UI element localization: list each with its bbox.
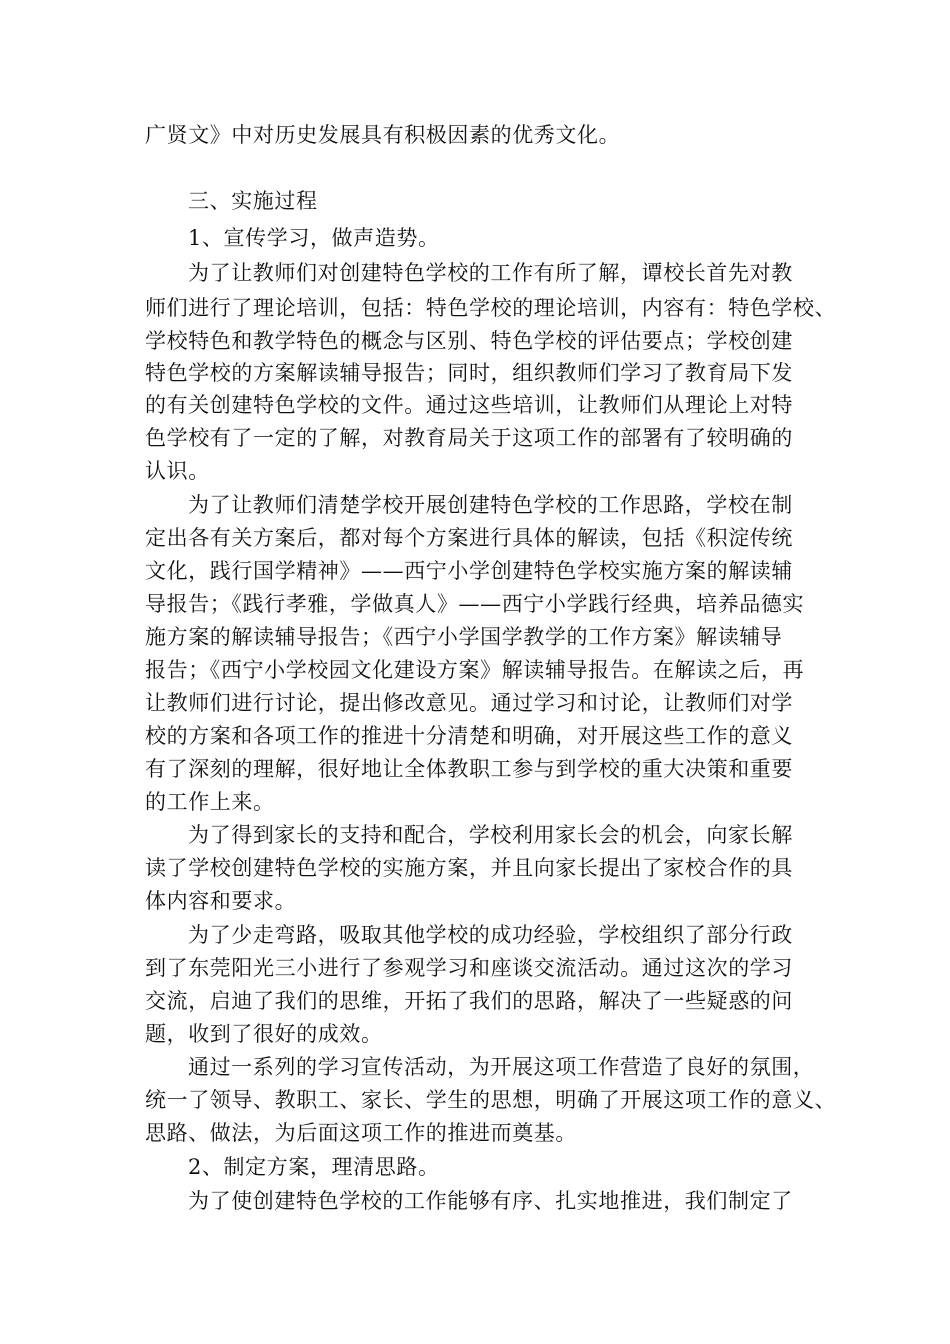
paragraph-line: 题，收到了很好的成效。: [145, 1022, 383, 1046]
paragraph-line: 通过一系列的学习宣传活动，为开展这项工作营造了良好的氛围，: [188, 1055, 815, 1079]
paragraph-line: 施方案的解读辅导报告；《西宁小学国学教学的工作方案》解读辅导: [145, 625, 783, 649]
paragraph-line: 为了让教师们对创建特色学校的工作有所了解，谭校长首先对教: [188, 261, 793, 285]
paragraph-line: 色学校有了一定的了解，对教育局关于这项工作的部署有了较明确的: [145, 426, 793, 450]
paragraph-line: 校的方案和各项工作的推进十分清楚和明确，对开展这些工作的意义: [145, 724, 793, 748]
paragraph-line: 的工作上来。: [145, 790, 275, 814]
paragraph-line: 特色学校的方案解读辅导报告；同时，组织教师们学习了教育局下发: [145, 361, 793, 385]
section-heading: 三、实施过程: [188, 189, 318, 213]
paragraph-line: 的有关创建特色学校的文件。通过这些培训，让教师们从理论上对特: [145, 393, 793, 417]
paragraph-line: 导报告；《践行孝雅，学做真人》——西宁小学践行经典，培养品德实: [145, 592, 805, 616]
paragraph-line: 读了学校创建特色学校的实施方案，并且向家长提出了家校合作的具: [145, 856, 793, 880]
paragraph-line: 学校特色和教学特色的概念与区别、特色学校的评估要点；学校创建: [145, 329, 793, 353]
paragraph-line: 有了深刻的理解，很好地让全体教职工参与到学校的重大决策和重要: [145, 757, 793, 781]
subsection-heading: 2、制定方案，理清思路。: [188, 1155, 440, 1179]
paragraph-line: 为了少走弯路，吸取其他学校的成功经验，学校组织了部分行政: [188, 923, 793, 947]
paragraph-line: 报告；《西宁小学校园文化建设方案》解读辅导报告。在解读之后，再: [145, 658, 805, 682]
paragraph-line: 统一了领导、教职工、家长、学生的思想，明确了开展这项工作的意义、: [145, 1088, 837, 1112]
paragraph-line: 让教师们进行讨论，提出修改意见。通过学习和讨论，让教师们对学: [145, 691, 793, 715]
paragraph-line: 文化，践行国学精神》——西宁小学创建特色学校实施方案的解读辅: [145, 559, 793, 583]
paragraph-line: 为了使创建特色学校的工作能够有序、扎实地推进，我们制定了: [188, 1189, 793, 1213]
paragraph-line: 定出各有关方案后，都对每个方案进行具体的解读，包括《积淀传统: [145, 526, 793, 550]
paragraph-line: 思路、做法，为后面这项工作的推进而奠基。: [145, 1121, 577, 1145]
paragraph-line: 为了得到家长的支持和配合，学校利用家长会的机会，向家长解: [188, 823, 793, 847]
text-line: 广贤文》中对历史发展具有积极因素的优秀文化。: [145, 123, 621, 147]
paragraph-line: 认识。: [145, 459, 210, 483]
subsection-heading: 1、宣传学习，做声造势。: [188, 226, 440, 250]
paragraph-line: 到了东莞阳光三小进行了参观学习和座谈交流活动。通过这次的学习: [145, 956, 793, 980]
paragraph-line: 为了让教师们清楚学校开展创建特色学校的工作思路，学校在制: [188, 493, 793, 517]
paragraph-line: 交流，启迪了我们的思维，开拓了我们的思路，解决了一些疑惑的问: [145, 989, 793, 1013]
paragraph-line: 师们进行了理论培训，包括：特色学校的理论培训，内容有：特色学校、: [145, 296, 837, 320]
paragraph-line: 体内容和要求。: [145, 889, 297, 913]
